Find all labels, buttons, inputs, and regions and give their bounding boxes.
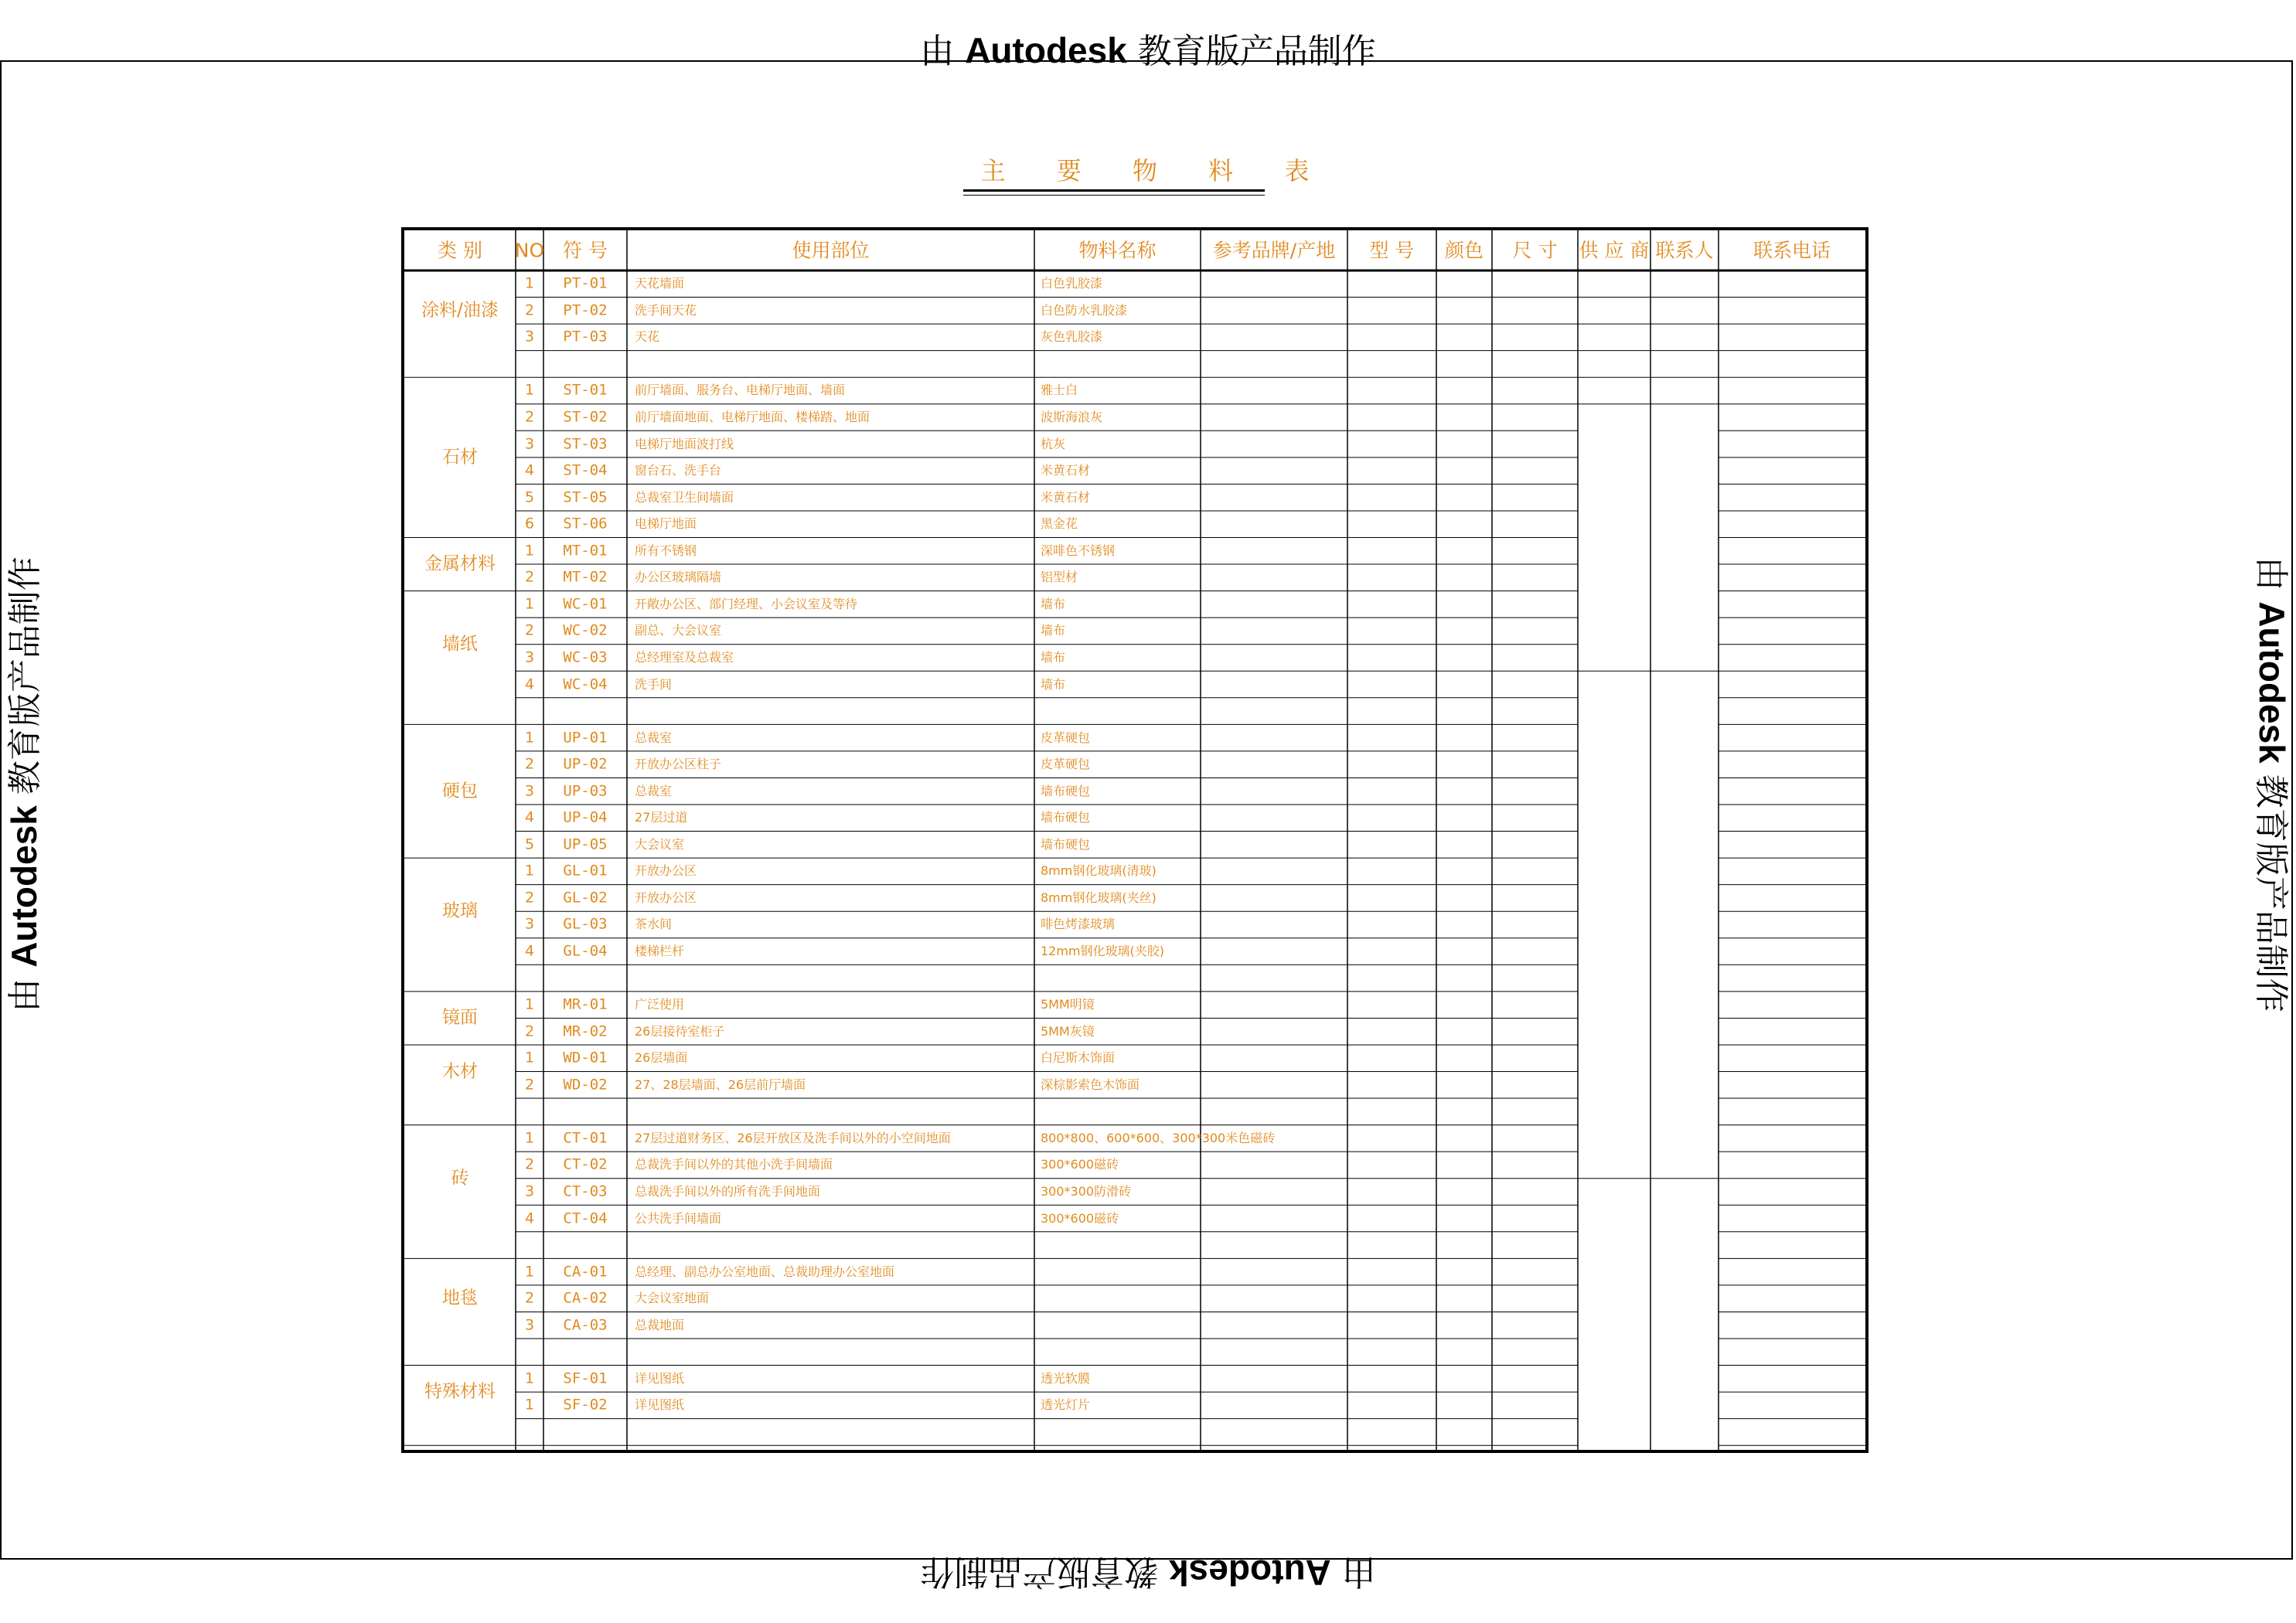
- material-code: WC-04: [563, 675, 608, 693]
- row-number: 2: [524, 755, 535, 773]
- material-code: CT-04: [563, 1210, 608, 1227]
- material-name: 8mm钢化玻璃(夹丝): [1041, 890, 1157, 905]
- watermark-bottom: 由 Autodesk 教育版产品制作: [920, 1552, 1376, 1593]
- row-number: 1: [524, 1049, 535, 1067]
- row-number: 4: [524, 675, 535, 693]
- category-label: 石材: [442, 447, 478, 468]
- material-code: WC-03: [563, 648, 608, 666]
- usage-location: 大会议室: [635, 836, 685, 852]
- header-cell: 供 应 商: [1579, 239, 1650, 262]
- row-number: 1: [524, 595, 535, 613]
- material-name: 白色乳胶漆: [1041, 276, 1103, 291]
- row-number: 2: [524, 1022, 535, 1040]
- material-name: 墙布硬包: [1041, 836, 1091, 852]
- usage-location: 公共洗手间墙面: [635, 1210, 722, 1226]
- material-code: UP-04: [563, 808, 608, 826]
- row-number: 5: [524, 835, 535, 853]
- usage-location: 广泛使用: [635, 997, 685, 1012]
- row-number: 5: [524, 488, 535, 506]
- usage-location: 窗台石、洗手台: [635, 463, 722, 478]
- usage-location: 总裁地面: [635, 1317, 685, 1332]
- category-label: 木材: [442, 1061, 478, 1081]
- material-code: GL-03: [563, 915, 608, 933]
- category-label: 涂料/油漆: [421, 300, 499, 321]
- usage-location: 前厅墙面、服务台、电梯厅地面、墙面: [635, 383, 846, 398]
- material-code: CT-01: [563, 1129, 608, 1147]
- material-code: ST-04: [563, 461, 608, 479]
- header-cell: 符 号: [563, 239, 608, 262]
- row-number: 4: [524, 808, 535, 826]
- header-cell: 联系人: [1655, 239, 1714, 262]
- category-label: 地毯: [442, 1288, 478, 1308]
- material-name: 800*800、600*600、300*300米色磁砖: [1041, 1130, 1276, 1145]
- usage-location: 电梯厅地面波打线: [635, 436, 734, 451]
- row-number: 2: [524, 568, 535, 586]
- material-name: 5MM灰镜: [1041, 1023, 1095, 1039]
- usage-location: 总经理、副总办公室地面、总裁助理办公室地面: [635, 1264, 895, 1279]
- header-cell: 尺 寸: [1512, 239, 1558, 262]
- material-name: 5MM明镜: [1041, 997, 1095, 1012]
- material-name: 墙布: [1041, 676, 1066, 692]
- row-number: 3: [524, 782, 535, 800]
- usage-location: 总裁洗手间以外的其他小洗手间墙面: [635, 1157, 833, 1172]
- material-code: UP-01: [563, 729, 608, 747]
- material-name: 墙布硬包: [1041, 783, 1091, 798]
- row-number: 1: [524, 1129, 535, 1147]
- row-number: 2: [524, 889, 535, 907]
- row-number: 1: [524, 1370, 535, 1387]
- material-name: 300*300防滑砖: [1041, 1183, 1132, 1199]
- material-name: 深棕影索色木饰面: [1041, 1077, 1140, 1092]
- material-code: WC-01: [563, 595, 608, 613]
- material-code: MR-01: [563, 995, 608, 1013]
- material-name: 啡色烤漆玻璃: [1041, 917, 1116, 932]
- material-name: 米黄石材: [1041, 463, 1091, 478]
- category-label: 金属材料: [424, 553, 496, 574]
- material-code: PT-01: [563, 274, 608, 292]
- material-code: ST-06: [563, 515, 608, 532]
- material-name: 黑金花: [1041, 516, 1078, 532]
- material-name: 墙布: [1041, 649, 1066, 665]
- material-code: ST-03: [563, 435, 608, 453]
- usage-location: 详见图纸: [635, 1397, 685, 1413]
- category-label: 砖: [451, 1168, 469, 1189]
- usage-location: 27层过道: [635, 810, 688, 825]
- material-code: CA-01: [563, 1263, 608, 1281]
- category-label: 特殊材料: [424, 1381, 496, 1402]
- material-name: 透光灯片: [1041, 1397, 1091, 1413]
- usage-location: 总裁室: [635, 783, 673, 798]
- usage-location: 总经理室及总裁室: [635, 649, 734, 665]
- material-code: WD-01: [563, 1049, 608, 1067]
- material-code: CT-02: [563, 1155, 608, 1173]
- material-name: 白尼斯木饰面: [1041, 1050, 1116, 1066]
- material-code: GL-04: [563, 942, 608, 960]
- header-cell: 联系电话: [1753, 239, 1831, 262]
- material-name: 波斯海浪灰: [1041, 410, 1103, 425]
- title-underline-thin: [963, 195, 1265, 196]
- usage-location: 开放办公区: [635, 890, 697, 905]
- material-code: ST-05: [563, 488, 608, 506]
- usage-location: 副总、大会议室: [635, 623, 722, 638]
- usage-location: 楼梯栏杆: [635, 944, 685, 959]
- material-code: PT-03: [563, 328, 608, 345]
- usage-location: 27层过道财务区、26层开放区及洗手间以外的小空间地面: [635, 1130, 951, 1145]
- row-number: 1: [524, 1396, 535, 1414]
- material-name: 墙布硬包: [1041, 810, 1091, 825]
- usage-location: 天花: [635, 329, 660, 345]
- material-code: WC-02: [563, 621, 608, 639]
- row-number: 1: [524, 1263, 535, 1281]
- category-label: 硬包: [442, 781, 478, 801]
- material-code: CA-02: [563, 1289, 608, 1307]
- material-name: 深啡色不锈钢: [1041, 543, 1116, 558]
- material-code: SF-02: [563, 1396, 608, 1414]
- usage-location: 洗手间天花: [635, 302, 697, 318]
- material-code: GL-02: [563, 889, 608, 907]
- row-number: 2: [524, 1289, 535, 1307]
- material-code: ST-01: [563, 381, 608, 399]
- material-name: 白色防水乳胶漆: [1041, 302, 1128, 318]
- row-number: 1: [524, 862, 535, 880]
- usage-location: 27、28层墙面、26层前厅墙面: [635, 1077, 806, 1092]
- material-schedule-table: [401, 227, 1868, 1453]
- usage-location: 办公区玻璃隔墙: [635, 570, 722, 585]
- usage-location: 详见图纸: [635, 1370, 685, 1386]
- watermark-left: 由 Autodesk 教育版产品制作: [4, 556, 45, 1012]
- row-number: 3: [524, 1182, 535, 1200]
- usage-location: 前厅墙面地面、电梯厅地面、楼梯踏、地面: [635, 410, 870, 425]
- material-code: MT-02: [563, 568, 608, 586]
- row-number: 1: [524, 542, 535, 560]
- title-underline: [963, 189, 1265, 192]
- category-label: 镜面: [442, 1007, 478, 1028]
- row-number: 2: [524, 1076, 535, 1094]
- row-number: 1: [524, 381, 535, 399]
- row-number: 2: [524, 1155, 535, 1173]
- usage-location: 茶水间: [635, 917, 673, 932]
- material-code: UP-02: [563, 755, 608, 773]
- row-number: 1: [524, 729, 535, 747]
- material-name: 铝型材: [1041, 570, 1078, 585]
- usage-location: 开放办公区: [635, 863, 697, 879]
- material-name: 墙布: [1041, 623, 1066, 638]
- row-number: 3: [524, 1316, 535, 1334]
- usage-location: 26层接待室柜子: [635, 1023, 725, 1039]
- material-code: UP-05: [563, 835, 608, 853]
- material-code: MT-01: [563, 542, 608, 560]
- material-code: WD-02: [563, 1076, 608, 1094]
- row-number: 6: [524, 515, 535, 532]
- material-name: 300*600磁砖: [1041, 1157, 1119, 1172]
- header-cell: 参考品牌/产地: [1212, 239, 1336, 262]
- row-number: 1: [524, 274, 535, 292]
- material-name: 墙布: [1041, 596, 1066, 611]
- usage-location: 大会议室地面: [635, 1291, 710, 1306]
- usage-location: 总裁室卫生间墙面: [635, 489, 734, 505]
- material-name: 杭灰: [1041, 436, 1066, 451]
- row-number: 3: [524, 328, 535, 345]
- material-name: 透光软膜: [1041, 1370, 1091, 1386]
- material-name: 皮革硬包: [1041, 730, 1091, 745]
- header-cell: 使用部位: [792, 239, 870, 262]
- usage-location: 洗手间: [635, 676, 673, 692]
- row-number: 4: [524, 942, 535, 960]
- usage-location: 开放办公区柱子: [635, 757, 722, 772]
- category-label: 墙纸: [442, 634, 478, 655]
- row-number: 4: [524, 461, 535, 479]
- usage-location: 26层墙面: [635, 1050, 688, 1066]
- material-name: 雅士白: [1041, 383, 1078, 398]
- header-cell: 颜色: [1444, 239, 1484, 262]
- row-number: 1: [524, 995, 535, 1013]
- row-number: 3: [524, 648, 535, 666]
- usage-location: 总裁洗手间以外的所有洗手间地面: [635, 1183, 821, 1199]
- usage-location: 所有不锈钢: [635, 543, 697, 558]
- header-cell: NO: [514, 239, 545, 262]
- material-name: 灰色乳胶漆: [1041, 329, 1103, 345]
- material-code: SF-01: [563, 1370, 608, 1387]
- watermark-top: 由 Autodesk 教育版产品制作: [920, 30, 1376, 71]
- material-name: 12mm钢化玻璃(夹胶): [1041, 944, 1165, 959]
- usage-location: 电梯厅地面: [635, 516, 697, 532]
- material-code: UP-03: [563, 782, 608, 800]
- material-name: 米黄石材: [1041, 489, 1091, 505]
- row-number: 2: [524, 301, 535, 319]
- material-code: CA-03: [563, 1316, 608, 1334]
- row-number: 3: [524, 435, 535, 453]
- header-cell: 型 号: [1369, 239, 1415, 262]
- usage-location: 总裁室: [635, 730, 673, 745]
- usage-location: 开敞办公区、部门经理、小会议室及等待: [635, 596, 858, 611]
- page-title: 主 要 物 料 表: [980, 156, 1331, 185]
- row-number: 2: [524, 408, 535, 426]
- material-name: 8mm钢化玻璃(清玻): [1041, 863, 1157, 879]
- material-code: PT-02: [563, 301, 608, 319]
- row-number: 2: [524, 621, 535, 639]
- usage-location: 天花墙面: [635, 276, 685, 291]
- material-name: 300*600磁砖: [1041, 1210, 1119, 1226]
- category-label: 玻璃: [442, 900, 478, 921]
- material-code: ST-02: [563, 408, 608, 426]
- row-number: 4: [524, 1210, 535, 1227]
- material-name: 皮革硬包: [1041, 757, 1091, 772]
- row-number: 3: [524, 915, 535, 933]
- material-code: CT-03: [563, 1182, 608, 1200]
- material-code: GL-01: [563, 862, 608, 880]
- watermark-right: 由 Autodesk 教育版产品制作: [2251, 556, 2292, 1012]
- table-grid: [404, 230, 1865, 1450]
- header-cell: 类 别: [438, 239, 482, 262]
- header-cell: 物料名称: [1078, 239, 1157, 262]
- material-code: MR-02: [563, 1022, 608, 1040]
